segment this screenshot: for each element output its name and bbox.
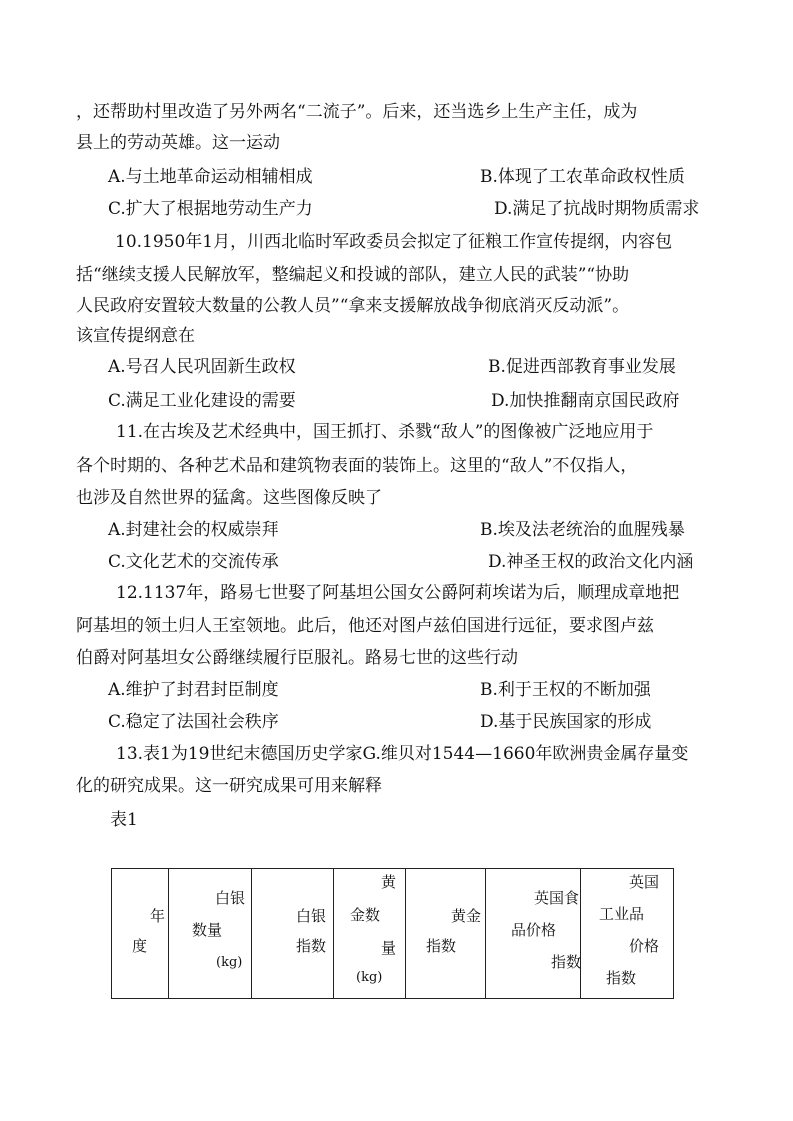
- q11-stem-line: 11.在古埃及艺术经典中，国王抓打、杀戮“敌人”的图像被广泛地应用于: [116, 422, 654, 442]
- header-cell-silver-index: 白银 指数: [252, 869, 334, 999]
- q10-option-d: D.加快推翻南京国民政府: [491, 391, 680, 411]
- q11-stem-line: 也涉及自然世界的猛禽。这些图像反映了: [76, 488, 382, 508]
- q11-option-a: A.封建社会的权威崇拜: [108, 520, 279, 540]
- q11-stem-line: 各个时期的、各种艺术品和建筑物表面的装饰上。这里的“敌人”不仅指人，: [76, 456, 638, 476]
- header-cell-uk-food-price-index: 英国食 品价格 指数: [486, 869, 581, 999]
- q10-stem-line: 括“继续支援人民解放军，整编起义和投诚的部队，建立人民的武装”“协助: [76, 265, 630, 285]
- q12-stem-line: 阿基坦的领土归人王室领地。此后，他还对图卢兹伯国进行远征，要求图卢兹: [76, 616, 654, 636]
- q9-option-d: D.满足了抗战时期物质需求: [494, 199, 700, 219]
- q10-stem-line: 人民政府安置较大数量的公教人员”“拿来支援解放战争彻底消灭反动派”。: [76, 296, 630, 316]
- q10-stem-line: 10.1950年1月，川西北临时军政委员会拟定了征粮工作宣传提纲，内容包: [115, 232, 673, 252]
- q9-stem-line: 县上的劳动英雄。这一运动: [76, 133, 280, 153]
- header-cell-uk-industrial-price-index: 英国 工业品 价格 指数: [581, 869, 674, 999]
- q13-stem-line: 化的研究成果。这一研究成果可用来解释: [76, 776, 382, 796]
- q12-option-d: D.基于民族国家的形成: [480, 712, 652, 732]
- q12-stem-line: 伯爵对阿基坦女公爵继续履行臣服礼。路易七世的这些行动: [76, 648, 518, 668]
- header-cell-gold-index: 黄金 指数: [406, 869, 486, 999]
- q9-option-a: A.与土地革命运动相辅相成: [108, 167, 313, 187]
- q12-option-c: C.稳定了法国社会秩序: [108, 712, 279, 732]
- q10-option-c: C.满足工业化建设的需要: [108, 391, 296, 411]
- q11-option-d: D.神圣王权的政治文化内涵: [488, 552, 694, 572]
- q12-option-b: B.利于王权的不断加强: [480, 680, 651, 700]
- q9-option-c: C.扩大了根据地劳动生产力: [108, 199, 313, 219]
- q12-stem-line: 12.1137年，路易七世娶了阿基坦公国女公爵阿莉埃诺为后，顺理成章地把: [116, 583, 680, 603]
- precious-metals-table: [111, 868, 674, 999]
- q10-stem-line: 该宣传提纲意在: [76, 326, 195, 346]
- table-header-row: [112, 869, 674, 999]
- q13-stem-line: 13.表1为19世纪末德国历史学家G.维贝对1544—1660年欧洲贵金属存量变: [116, 744, 689, 764]
- q11-option-b: B.埃及法老统治的血腥残暴: [480, 520, 685, 540]
- q10-option-a: A.号召人民巩固新生政权: [108, 357, 296, 377]
- q11-option-c: C.文化艺术的交流传承: [108, 552, 279, 572]
- header-cell-silver-quantity: 白银 数量 (kg): [169, 869, 252, 999]
- q10-option-b: B.促进西部教育事业发展: [488, 357, 676, 377]
- q9-option-b: B.体现了工农革命政权性质: [480, 167, 685, 187]
- q9-stem-line: ，还帮助村里改造了另外两名“二流子”。后来，还当选乡上生产主任，成为: [76, 102, 638, 122]
- header-cell-gold-quantity: 黄 金数 量 (kg): [334, 869, 406, 999]
- header-cell-year: 年 度: [112, 869, 169, 999]
- table-caption: 表1: [110, 810, 138, 830]
- q12-option-a: A.维护了封君封臣制度: [108, 680, 279, 700]
